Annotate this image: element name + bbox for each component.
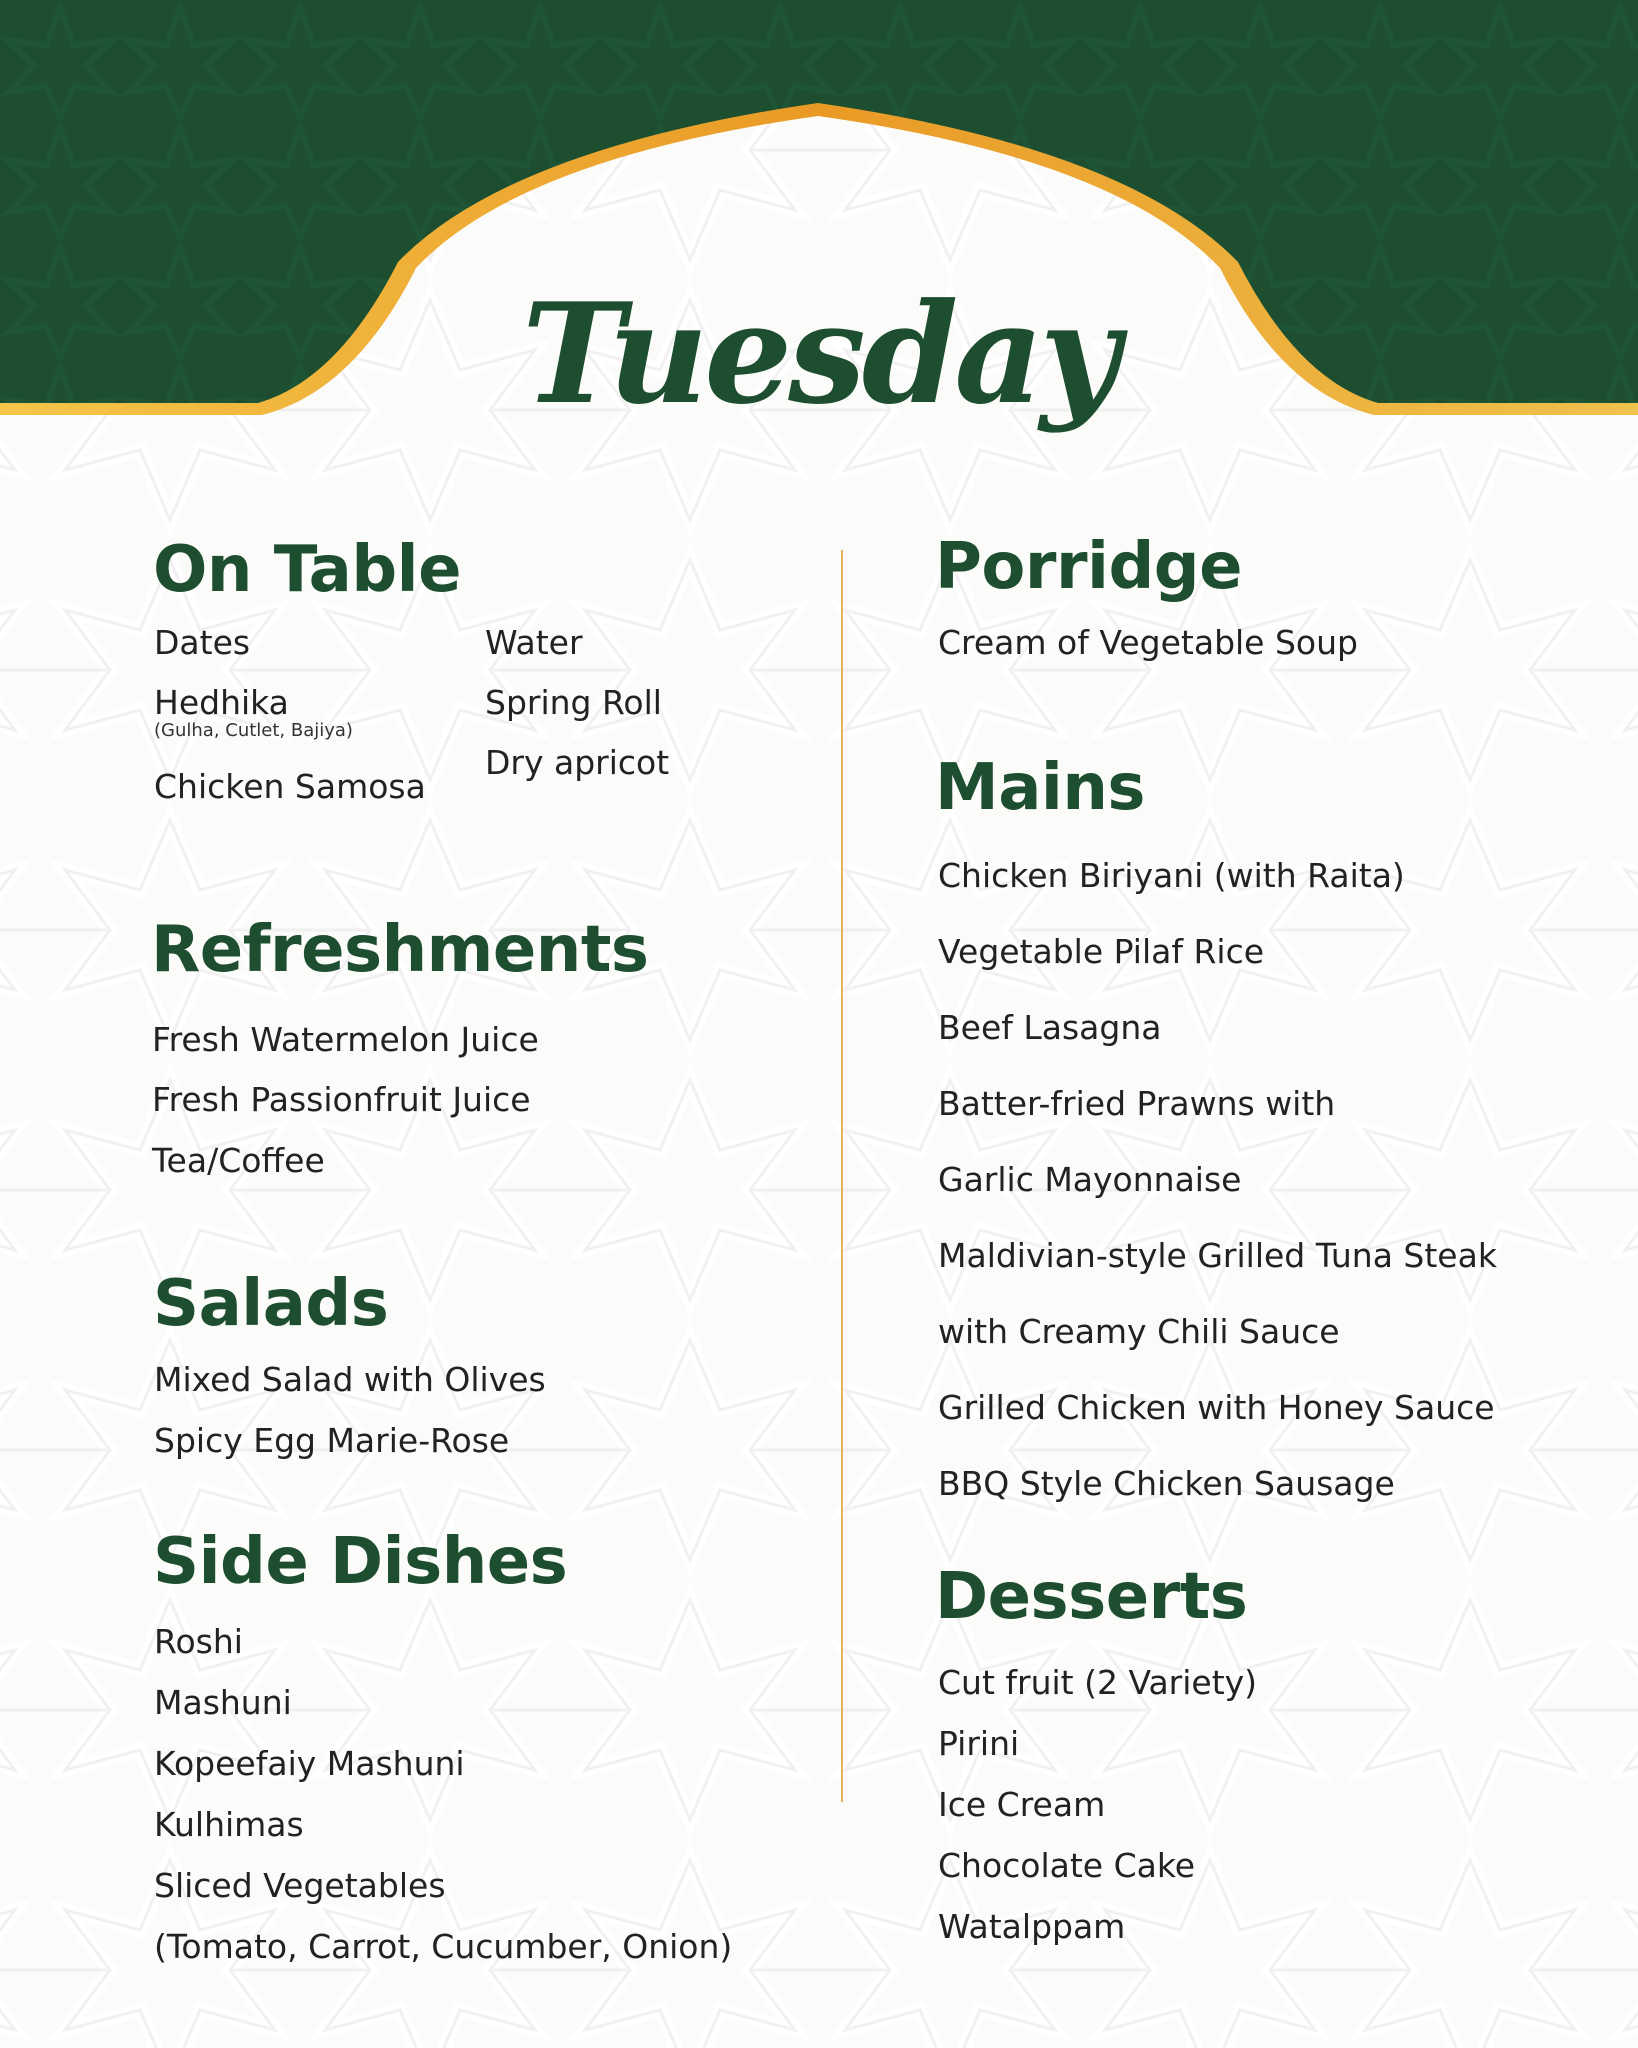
on-table-item-water: Water: [485, 623, 583, 662]
mains-item: Garlic Mayonnaise: [938, 1160, 1242, 1199]
salads-item: Mixed Salad with Olives: [154, 1360, 546, 1399]
refreshments-item: Fresh Watermelon Juice: [152, 1020, 539, 1059]
porridge-item: Cream of Vegetable Soup: [938, 623, 1358, 662]
side-dishes-item: Sliced Vegetables: [154, 1866, 446, 1905]
side-dishes-item: Mashuni: [154, 1683, 292, 1722]
desserts-item: Pirini: [938, 1724, 1020, 1763]
desserts-item: Chocolate Cake: [938, 1846, 1196, 1885]
on-table-heading: On Table: [153, 533, 461, 607]
on-table-item-hedhika: Hedhika: [154, 683, 289, 722]
desserts-heading: Desserts: [935, 1560, 1248, 1634]
refreshments-item: Tea/Coffee: [152, 1141, 325, 1180]
on-table-item-dry-apricot: Dry apricot: [485, 743, 670, 782]
salads-heading: Salads: [153, 1267, 389, 1341]
mains-item: BBQ Style Chicken Sausage: [938, 1464, 1395, 1503]
side-dishes-item: Kulhimas: [154, 1805, 304, 1844]
mains-item: Maldivian-style Grilled Tuna Steak: [938, 1236, 1497, 1275]
on-table-item-spring-roll: Spring Roll: [485, 683, 662, 722]
side-dishes-item: (Tomato, Carrot, Cucumber, Onion): [154, 1927, 733, 1966]
side-dishes-item: Kopeefaiy Mashuni: [154, 1744, 465, 1783]
side-dishes-heading: Side Dishes: [153, 1525, 568, 1599]
mains-item: Vegetable Pilaf Rice: [938, 932, 1265, 971]
on-table-item-dates: Dates: [154, 623, 251, 662]
desserts-item: Cut fruit (2 Variety): [938, 1663, 1258, 1702]
porridge-heading: Porridge: [935, 530, 1242, 604]
refreshments-heading: Refreshments: [151, 913, 649, 987]
mains-heading: Mains: [935, 751, 1145, 825]
desserts-item: Ice Cream: [938, 1785, 1106, 1824]
mains-item: Beef Lasagna: [938, 1008, 1162, 1047]
on-table-item-chicken-samosa: Chicken Samosa: [154, 767, 426, 806]
hedhika-note: (Gulha, Cutlet, Bajiya): [154, 720, 353, 741]
refreshments-item: Fresh Passionfruit Juice: [152, 1080, 531, 1119]
desserts-item: Watalppam: [938, 1907, 1126, 1946]
page-title: Tuesday: [522, 272, 1116, 435]
mains-item: Batter-fried Prawns with: [938, 1084, 1336, 1123]
side-dishes-item: Roshi: [154, 1622, 243, 1661]
mains-item: Grilled Chicken with Honey Sauce: [938, 1388, 1495, 1427]
mains-item: with Creamy Chili Sauce: [938, 1312, 1340, 1351]
column-divider: [841, 550, 843, 1802]
salads-item: Spicy Egg Marie-Rose: [154, 1421, 510, 1460]
mains-item: Chicken Biriyani (with Raita): [938, 856, 1405, 895]
